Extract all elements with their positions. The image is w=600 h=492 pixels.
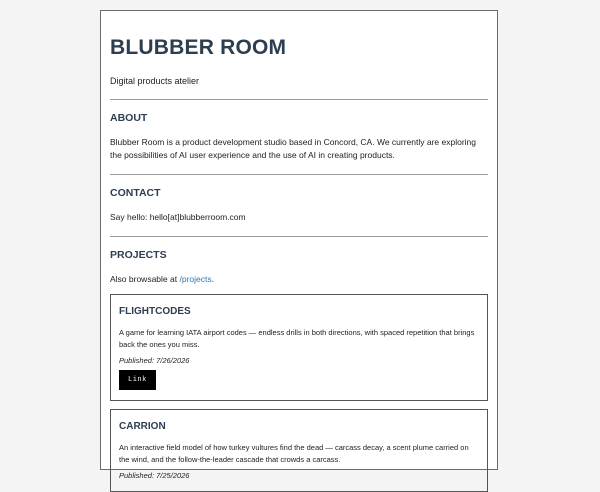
contact-heading: CONTACT [110, 187, 161, 199]
project-description: A game for learning IATA airport codes — endless drills in both directions, with spaced repetition that brings back the ones you miss. [119, 328, 475, 349]
about-heading: ABOUT [110, 112, 148, 124]
project-published-date: Published: 7/25/2026 [119, 471, 190, 480]
browse-prefix: Also browsable at [110, 274, 180, 284]
site-title: BLUBBER ROOM [110, 36, 287, 59]
project-title: CARRION [119, 421, 166, 432]
divider [110, 236, 488, 237]
projects-link[interactable]: /projects [179, 274, 212, 284]
project-card-carrion [110, 409, 488, 492]
browse-suffix: . [211, 274, 214, 284]
project-title: FLIGHTCODES [119, 306, 191, 317]
site-tagline: Digital products atelier [110, 76, 200, 86]
project-card-flightcodes [110, 294, 488, 401]
project-published-date: Published: 7/26/2026 [119, 356, 190, 365]
project-link-button[interactable]: Link [119, 370, 156, 390]
project-description: An interactive field model of how turkey vultures find the dead — carcass decay, a scent plume carried on the wind, and the follow-the-leader cascade that crowds a carcass. [119, 443, 469, 464]
divider [110, 174, 488, 175]
projects-heading: PROJECTS [110, 249, 167, 261]
divider [110, 99, 488, 100]
projects-browse-text [110, 273, 488, 286]
about-text: Blubber Room is a product development studio based in Concord, CA. We currently are exploring the possibilities of AI user experience and the use of AI in creating products. [110, 137, 477, 160]
page-container [100, 10, 498, 480]
contact-text: Say hello: hello[at]blubberroom.com [110, 212, 246, 222]
